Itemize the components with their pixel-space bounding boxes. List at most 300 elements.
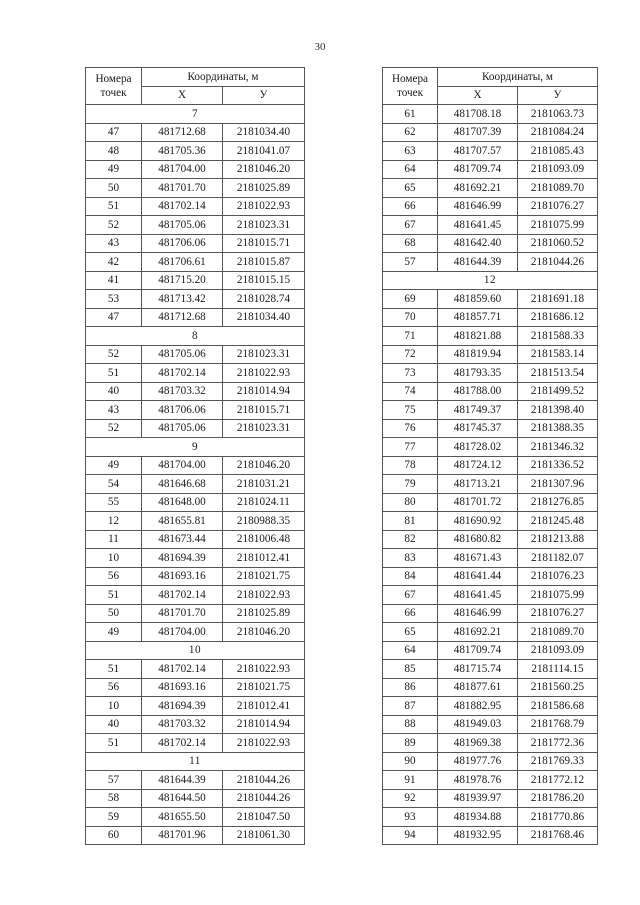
page-number: 30 [314,41,326,53]
y-coordinate-cell: 2181588.33 [518,327,598,346]
table-row [383,549,598,568]
point-number-cell: 84 [383,567,438,586]
y-coordinate-cell: 2181034.40 [223,308,305,327]
table-row [383,715,598,734]
point-number-cell: 66 [383,604,438,623]
table-row [86,123,305,142]
x-coordinate-cell: 481728.02 [438,438,518,457]
section-row [86,641,305,660]
table-row [86,253,305,272]
y-coordinate-cell: 2181076.27 [518,197,598,216]
y-coordinate-cell: 2181006.48 [223,530,305,549]
y-coordinate-cell: 2181686.12 [518,308,598,327]
point-number-cell: 85 [383,660,438,679]
point-number-cell: 10 [86,697,142,716]
point-number-cell: 53 [86,290,142,309]
table-row [86,678,305,697]
point-number-cell: 75 [383,401,438,420]
table-row [86,808,305,827]
table-row [86,401,305,420]
section-row [86,327,305,346]
y-coordinate-cell: 2181041.07 [223,142,305,161]
x-coordinate-cell: 481673.44 [142,530,223,549]
x-coordinate-cell: 481641.44 [438,567,518,586]
table-row [86,604,305,623]
point-number-cell: 92 [383,789,438,808]
x-coordinate-cell: 481969.38 [438,734,518,753]
x-coordinate-cell: 481703.32 [142,382,223,401]
y-coordinate-cell: 2181089.70 [518,623,598,642]
table-row [86,586,305,605]
points-header-line2: точек [100,87,127,99]
y-coordinate-cell: 2181691.18 [518,290,598,309]
table-row [383,160,598,179]
point-number-cell: 50 [86,604,142,623]
point-number-cell: 56 [86,678,142,697]
y-coordinate-cell: 2181021.75 [223,678,305,697]
point-number-cell: 61 [383,105,438,124]
y-coordinate-cell: 2181586.68 [518,697,598,716]
table-row [383,327,598,346]
x-coordinate-cell: 481648.00 [142,493,223,512]
x-coordinate-cell: 481693.16 [142,567,223,586]
points-header-line2: точек [396,87,424,99]
table-row [86,179,305,198]
x-coordinate-cell: 481857.71 [438,308,518,327]
y-coordinate-cell: 2181085.43 [518,142,598,161]
table-row [86,234,305,253]
table-row [86,475,305,494]
point-number-cell: 82 [383,530,438,549]
y-coordinate-cell: 2181044.26 [223,771,305,790]
x-coordinate-cell: 481706.06 [142,234,223,253]
point-number-cell: 83 [383,549,438,568]
x-coordinate-cell: 481793.35 [438,364,518,383]
x-coordinate-cell: 481694.39 [142,697,223,716]
coordinates-header: Координаты, м [438,68,598,87]
table-row [383,641,598,660]
point-number-cell: 57 [86,771,142,790]
point-number-cell: 52 [86,345,142,364]
table-row [383,253,598,272]
point-number-cell: 63 [383,142,438,161]
point-number-cell: 65 [383,623,438,642]
y-coordinate-cell: 2180988.35 [223,512,305,531]
point-number-cell: 48 [86,142,142,161]
y-coordinate-cell: 2181022.93 [223,197,305,216]
x-coordinate-cell: 481821.88 [438,327,518,346]
points-header-line1: Номера [391,73,429,85]
point-number-cell: 76 [383,419,438,438]
table-row [383,789,598,808]
point-number-cell: 90 [383,752,438,771]
table-row [383,752,598,771]
x-coordinate-cell: 481701.72 [438,493,518,512]
y-coordinate-cell: 2181044.26 [518,253,598,272]
x-coordinate-cell: 481707.57 [438,142,518,161]
y-coordinate-cell: 2181014.94 [223,715,305,734]
x-coordinate-cell: 481977.76 [438,752,518,771]
y-coordinate-cell: 2181021.75 [223,567,305,586]
table-row [86,456,305,475]
x-coordinate-cell: 481692.21 [438,623,518,642]
point-number-cell: 51 [86,734,142,753]
x-coordinate-cell: 481707.39 [438,123,518,142]
point-number-cell: 51 [86,197,142,216]
y-coordinate-cell: 2181023.31 [223,345,305,364]
x-coordinate-cell: 481788.00 [438,382,518,401]
y-coordinate-cell: 2181336.52 [518,456,598,475]
table-row [86,530,305,549]
point-number-cell: 47 [86,123,142,142]
y-coordinate-cell: 2181034.40 [223,123,305,142]
table-row [383,771,598,790]
section-number: 12 [383,271,598,290]
table-row [86,308,305,327]
point-number-cell: 94 [383,826,438,845]
table-row [86,271,305,290]
point-number-cell: 67 [383,586,438,605]
table-row [383,308,598,327]
coordinates-table-left [85,67,305,845]
x-coordinate-cell: 481701.96 [142,826,223,845]
x-coordinate-cell: 481646.99 [438,197,518,216]
x-coordinate-cell: 481715.74 [438,660,518,679]
coordinates-table-right [382,67,598,845]
coordinates-header: Координаты, м [142,68,305,87]
point-number-cell: 12 [86,512,142,531]
x-coordinate-cell: 481655.81 [142,512,223,531]
y-coordinate-cell: 2181044.26 [223,789,305,808]
x-coordinate-cell: 481932.95 [438,826,518,845]
table-row [383,586,598,605]
point-number-cell: 50 [86,179,142,198]
section-number: 7 [86,105,305,124]
y-coordinate-cell: 2181024.11 [223,493,305,512]
y-coordinate-cell: 2181768.79 [518,715,598,734]
table-row [86,623,305,642]
table-row [383,142,598,161]
y-header: У [518,86,598,105]
point-number-cell: 67 [383,216,438,235]
table-row [86,493,305,512]
y-coordinate-cell: 2181768.46 [518,826,598,845]
table-row [383,567,598,586]
table-row [86,160,305,179]
section-number: 9 [86,438,305,457]
table-row [383,345,598,364]
point-number-cell: 40 [86,715,142,734]
point-number-cell: 43 [86,401,142,420]
x-coordinate-cell: 481706.61 [142,253,223,272]
point-number-cell: 41 [86,271,142,290]
y-coordinate-cell: 2181063.73 [518,105,598,124]
x-coordinate-cell: 481644.39 [438,253,518,272]
point-number-cell: 73 [383,364,438,383]
x-header: X [142,86,223,105]
point-number-cell: 47 [86,308,142,327]
table-row [383,660,598,679]
table-row [86,345,305,364]
y-coordinate-cell: 2181022.93 [223,586,305,605]
x-coordinate-cell: 481646.68 [142,475,223,494]
table-row [86,419,305,438]
x-coordinate-cell: 481701.70 [142,604,223,623]
y-coordinate-cell: 2181046.20 [223,623,305,642]
point-number-cell: 72 [383,345,438,364]
x-coordinate-cell: 481702.14 [142,660,223,679]
points-header [86,68,142,105]
table-row [86,549,305,568]
point-number-cell: 52 [86,216,142,235]
y-coordinate-cell: 2181060.52 [518,234,598,253]
point-number-cell: 86 [383,678,438,697]
point-number-cell: 81 [383,512,438,531]
y-coordinate-cell: 2181560.25 [518,678,598,697]
x-coordinate-cell: 481882.95 [438,697,518,716]
x-coordinate-cell: 481934.88 [438,808,518,827]
x-coordinate-cell: 481712.68 [142,308,223,327]
point-number-cell: 55 [86,493,142,512]
point-number-cell: 49 [86,623,142,642]
point-number-cell: 11 [86,530,142,549]
x-coordinate-cell: 481709.74 [438,160,518,179]
y-coordinate-cell: 2181114.15 [518,660,598,679]
y-coordinate-cell: 2181770.86 [518,808,598,827]
x-coordinate-cell: 481701.70 [142,179,223,198]
point-number-cell: 64 [383,641,438,660]
y-coordinate-cell: 2181583.14 [518,345,598,364]
table-row [86,216,305,235]
point-number-cell: 59 [86,808,142,827]
x-coordinate-cell: 481705.06 [142,419,223,438]
table-row [383,604,598,623]
point-number-cell: 62 [383,123,438,142]
table-row [86,826,305,845]
table-row [383,493,598,512]
y-coordinate-cell: 2181182.07 [518,549,598,568]
y-coordinate-cell: 2181769.33 [518,752,598,771]
table-row [86,697,305,716]
y-coordinate-cell: 2181046.20 [223,160,305,179]
y-coordinate-cell: 2181028.74 [223,290,305,309]
table-row [86,382,305,401]
section-number: 8 [86,327,305,346]
y-coordinate-cell: 2181076.23 [518,567,598,586]
y-coordinate-cell: 2181025.89 [223,604,305,623]
table-row [383,401,598,420]
point-number-cell: 52 [86,419,142,438]
table-row [383,216,598,235]
y-coordinate-cell: 2181015.87 [223,253,305,272]
y-coordinate-cell: 2181499.52 [518,382,598,401]
point-number-cell: 77 [383,438,438,457]
table-row [383,678,598,697]
x-coordinate-cell: 481949.03 [438,715,518,734]
point-number-cell: 56 [86,567,142,586]
y-coordinate-cell: 2181022.93 [223,660,305,679]
x-coordinate-cell: 481705.06 [142,345,223,364]
x-coordinate-cell: 481978.76 [438,771,518,790]
point-number-cell: 71 [383,327,438,346]
y-coordinate-cell: 2181015.71 [223,401,305,420]
point-number-cell: 51 [86,364,142,383]
point-number-cell: 42 [86,253,142,272]
y-coordinate-cell: 2181276.85 [518,493,598,512]
y-coordinate-cell: 2181213.88 [518,530,598,549]
x-coordinate-cell: 481642.40 [438,234,518,253]
x-coordinate-cell: 481705.36 [142,142,223,161]
y-coordinate-cell: 2181047.50 [223,808,305,827]
point-number-cell: 74 [383,382,438,401]
x-coordinate-cell: 481693.16 [142,678,223,697]
point-number-cell: 93 [383,808,438,827]
table-row [86,567,305,586]
points-header [383,68,438,105]
table-row [86,364,305,383]
table-row [383,456,598,475]
y-coordinate-cell: 2181075.99 [518,216,598,235]
y-coordinate-cell: 2181089.70 [518,179,598,198]
table-row [383,697,598,716]
x-coordinate-cell: 481713.21 [438,475,518,494]
point-number-cell: 66 [383,197,438,216]
y-coordinate-cell: 2181012.41 [223,549,305,568]
point-number-cell: 68 [383,234,438,253]
point-number-cell: 65 [383,179,438,198]
y-coordinate-cell: 2181015.15 [223,271,305,290]
table-row [86,290,305,309]
section-number: 11 [86,752,305,771]
y-coordinate-cell: 2181025.89 [223,179,305,198]
table-row [383,419,598,438]
section-row [86,752,305,771]
y-coordinate-cell: 2181346.32 [518,438,598,457]
point-number-cell: 51 [86,586,142,605]
table-row [383,179,598,198]
y-coordinate-cell: 2181398.40 [518,401,598,420]
table-row [383,530,598,549]
x-coordinate-cell: 481859.60 [438,290,518,309]
x-coordinate-cell: 481702.14 [142,364,223,383]
y-coordinate-cell: 2181786.20 [518,789,598,808]
x-header: X [438,86,518,105]
y-coordinate-cell: 2181076.27 [518,604,598,623]
table-row [383,475,598,494]
x-coordinate-cell: 481704.00 [142,623,223,642]
x-coordinate-cell: 481704.00 [142,456,223,475]
x-coordinate-cell: 481877.61 [438,678,518,697]
y-coordinate-cell: 2181084.24 [518,123,598,142]
y-coordinate-cell: 2181022.93 [223,734,305,753]
table-row [86,789,305,808]
table-row [383,512,598,531]
point-number-cell: 87 [383,697,438,716]
point-number-cell: 49 [86,160,142,179]
x-coordinate-cell: 481708.18 [438,105,518,124]
y-coordinate-cell: 2181023.31 [223,216,305,235]
point-number-cell: 58 [86,789,142,808]
y-header: У [223,86,305,105]
table-row [383,290,598,309]
point-number-cell: 78 [383,456,438,475]
x-coordinate-cell: 481715.20 [142,271,223,290]
point-number-cell: 79 [383,475,438,494]
table-row [86,142,305,161]
y-coordinate-cell: 2181245.48 [518,512,598,531]
y-coordinate-cell: 2181307.96 [518,475,598,494]
y-coordinate-cell: 2181772.12 [518,771,598,790]
table-row [383,808,598,827]
point-number-cell: 40 [86,382,142,401]
point-number-cell: 54 [86,475,142,494]
point-number-cell: 88 [383,715,438,734]
x-coordinate-cell: 481702.14 [142,586,223,605]
y-coordinate-cell: 2181093.09 [518,160,598,179]
table-row [383,623,598,642]
y-coordinate-cell: 2181061.30 [223,826,305,845]
x-coordinate-cell: 481724.12 [438,456,518,475]
table-row [86,197,305,216]
y-coordinate-cell: 2181014.94 [223,382,305,401]
y-coordinate-cell: 2181388.35 [518,419,598,438]
x-coordinate-cell: 481641.45 [438,216,518,235]
point-number-cell: 49 [86,456,142,475]
x-coordinate-cell: 481690.92 [438,512,518,531]
point-number-cell: 91 [383,771,438,790]
table-row [383,734,598,753]
y-coordinate-cell: 2181031.21 [223,475,305,494]
x-coordinate-cell: 481655.50 [142,808,223,827]
table-row [86,734,305,753]
section-row [86,438,305,457]
table-row [86,715,305,734]
x-coordinate-cell: 481706.06 [142,401,223,420]
x-coordinate-cell: 481644.50 [142,789,223,808]
table-row [383,438,598,457]
y-coordinate-cell: 2181513.54 [518,364,598,383]
y-coordinate-cell: 2181023.31 [223,419,305,438]
point-number-cell: 43 [86,234,142,253]
y-coordinate-cell: 2181075.99 [518,586,598,605]
point-number-cell: 70 [383,308,438,327]
section-row [86,105,305,124]
table-row [86,512,305,531]
table-row [383,105,598,124]
x-coordinate-cell: 481704.00 [142,160,223,179]
x-coordinate-cell: 481819.94 [438,345,518,364]
point-number-cell: 51 [86,660,142,679]
x-coordinate-cell: 481702.14 [142,197,223,216]
point-number-cell: 10 [86,549,142,568]
table-row [383,826,598,845]
x-coordinate-cell: 481705.06 [142,216,223,235]
point-number-cell: 69 [383,290,438,309]
table-row [86,771,305,790]
point-number-cell: 80 [383,493,438,512]
y-coordinate-cell: 2181046.20 [223,456,305,475]
x-coordinate-cell: 481641.45 [438,586,518,605]
x-coordinate-cell: 481692.21 [438,179,518,198]
x-coordinate-cell: 481646.99 [438,604,518,623]
x-coordinate-cell: 481680.82 [438,530,518,549]
x-coordinate-cell: 481709.74 [438,641,518,660]
y-coordinate-cell: 2181015.71 [223,234,305,253]
table-row [383,123,598,142]
point-number-cell: 60 [86,826,142,845]
x-coordinate-cell: 481713.42 [142,290,223,309]
section-row [383,271,598,290]
